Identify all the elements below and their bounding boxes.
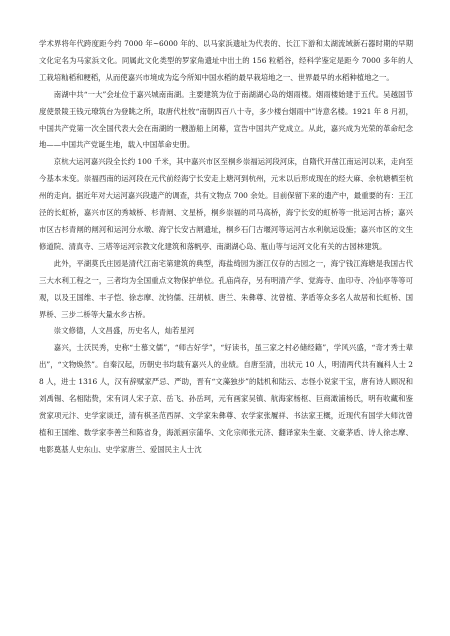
paragraph-heritage-sites: 此外，平湖莫氏庄园是清代江南宅第建筑的典型，海盐绮园为浙江仅存的古园之一，海宁钱江海塘是我国古代三大水利工程之一，三者均为全国重点文物保护单位。孔庙尚存，另有明清产学、觉海寺、血印寺、冷仙亭等等可观，以及王国维、丰子恺、徐志摩、沈钧儒、汪胡桢、唐兰、朱彝尊、沈曾植、茅盾等众多名人故居和长虹桥、国界桥、三步二桥等大量水乡古桥。	[39, 258, 413, 319]
paragraph-grand-canal: 京杭大运河嘉兴段全长约 100 千米，其中嘉兴市区至桐乡崇福运河段河床，自隋代开凿江南运河以来，走向至今基本未变。崇福西南的运河段在元代前经海宁长安走上塘河到杭州，元末以后形成现在的经大麻、余杭塘栖至杭州的走向。据近年对大运河嘉兴段遗产的调查，共有文物点 700 余处。目前保留下来的遗产中，最重要的有：王江泾的长虹桥，嘉兴市区的秀城桥、杉青闸、文星桥，桐乡崇福的司马高桥，海宁长安的虹桥等一批运河古桥；嘉兴市区古杉青闸的闸河和运河分水墩、海宁长安古闸遗址，桐乡石门古堰河等运河古水利航运设施；嘉兴市区的文生修道院、清真寺、三塔等运河宗教文化建筑和落帆亭、南湖湖心岛、瓶山等与运河文化有关的古园林建筑。	[39, 157, 413, 251]
paragraph-historical-figures: 嘉兴，士沃民秀，史称“士慕文儒”，“师古好学”，“好读书，虽三家之村必储经籍”，学风兴盛，“奇才秀士辈出”，“文物焕然”。自秦汉起，历朝史书均载有嘉兴人的业绩。自唐至清，出状元 10 人，明清两代共有巍科人士 28 人，进士 1316 人，汉有辞赋家严忌、严助，晋有“文藻独步”的陆机和陆云、志怪小说家干宝，唐有诗人顾况和刘禹锡、名相陆贽，宋有词人宋子京、岳飞、孙岳珂，元有画家吴镇、航海家杨枢、巨商澉浦杨氏，明有收藏和鉴赏家项元汴、史学家谈迁，清有棋圣范西屏、文学家朱彝尊、农学家张履祥、书法家王概，近现代有国学大师沈曾植和王国维、数学家李善兰和陈省身，海派画宗蒲华、文化宗师张元济、翻译家朱生豪、文豪茅盾、诗人徐志摩、电影奠基人史东山、史学家唐兰、爱国民主人士沈	[39, 343, 413, 454]
paragraph-majiabang-culture: 学术界将年代跨度距今约 7000 年~6000 年的、以马家浜遗址为代表的、长江下游和太湖流域新石器时期的早期文化定名为马家浜文化。同属此文化类型的罗家角遗址中出土的 156 粒稻谷，经科学鉴定是距今 7000 多年的人工栽培籼稻和粳稻，从而使嘉兴市境成为迄今所知中国水稻的最早栽培地之一、世界最早的水稻种植地之一。	[39, 39, 413, 82]
paragraph-south-lake-red-boat: 南湖中共“一大”会址位于嘉兴城南南湖。主要建筑为位于南湖湖心岛的烟雨楼。烟雨楼始建于五代。吴越国节度使景陵王钱元璙筑台为登眺之所，取唐代杜牧“南朝四百八十寺，多少楼台烟雨中”诗意名楼。1921 年 8 月初，中国共产党第一次全国代表大会在南湖的一艘游船上闭幕，宣告中国共产党成立。从此，嘉兴成为光荣的革命纪念地——中国共产党诞生地，载入中国革命史册。	[39, 89, 413, 150]
section-heading: 崇文修德，人文昌盛，历史名人，灿若星河	[53, 326, 195, 336]
